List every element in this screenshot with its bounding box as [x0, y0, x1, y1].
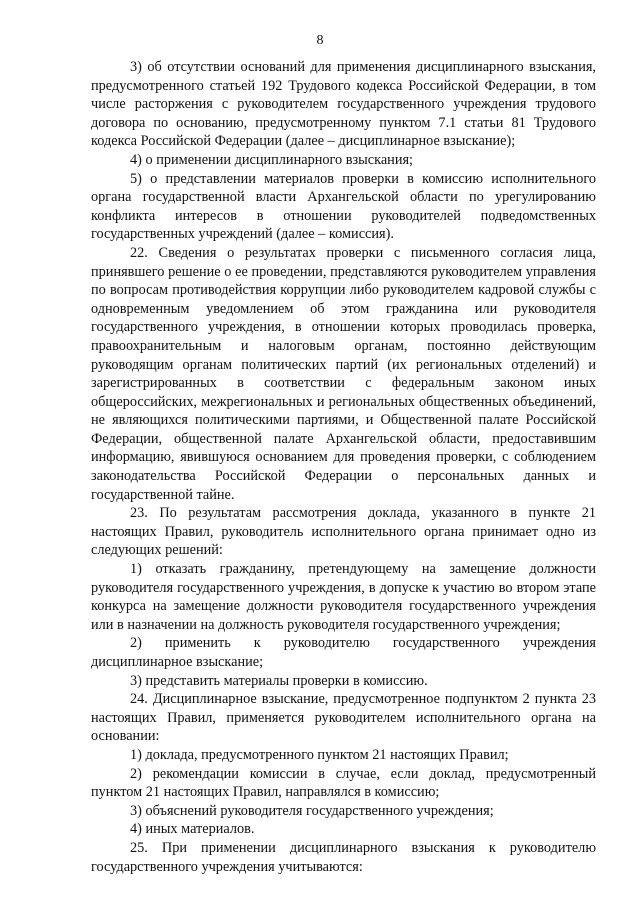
paragraph-23-item-1: 1) отказать гражданину, претендующему на замещение должности руководителя государственного учреждения, в допуске к участию во втором этапе конкурса на замещение должности руководителя государственного учреждения или в назначении на должность руководителя государственного учреждения;: [91, 561, 596, 633]
paragraph-23-item-2: 2) применить к руководителю государственного учреждения дисциплинарное взыскание;: [91, 635, 596, 670]
paragraph-item-4-apply-penalty: 4) о применении дисциплинарного взыскания;: [130, 151, 414, 168]
paragraph-item-3-grounds-absent: 3) об отсутствии оснований для применения дисциплинарного взыскания, предусмотренного статьей 192 Трудового кодекса Российской Федерации, в том числе расторжения с руководителем государственного учреждения трудового договора по основанию, предусмотренному пунктом 7.1 статьи 81 Трудового кодекса Российской Федерации (далее – дисциплинарное взыскание);: [91, 59, 596, 150]
page-number: 8: [316, 33, 324, 48]
paragraph-24: 24. Дисциплинарное взыскание, предусмотренное подпунктом 2 пункта 23 настоящих Правил, применяется руководителем исполнительного органа на основании:: [91, 691, 596, 745]
document-body: [91, 58, 596, 876]
paragraph-22: 22. Сведения о результатах проверки с письменного согласия лица, принявшего решение о ее проведении, представляются руководителем управления по вопросам противодействия коррупции либо руководителем кадровой службы с одновременным уведомлением об этом гражданина или руководителя государственного учреждения, в отношении которых проводилась проверка, правоохранительным и налоговым органам, постоянно действующим руководящим органам политических партий (их региональных отделений) и зарегистрированных в соответствии с федеральным законом иных общероссийских, межрегиональных и региональных общественных объединений, не являющихся политическими партиями, и Общественной палате Российской Федерации, общественной палате Архангельской области, предоставившим информацию, явившуюся основанием для проведения проверки, с соблюдением законодательства Российской Федерации о персональных данных и государственной тайне.: [91, 244, 596, 503]
paragraph-item-5-commission: 5) о представлении материалов проверки в комиссию исполнительного органа государственной власти Архангельской области по урегулированию конфликта интересов в отношении руководителей подведомственных государственных учреждений (далее – комиссия).: [91, 170, 596, 243]
paragraph-23: 23. По результатам рассмотрения доклада, указанного в пункте 21 настоящих Правил, руководитель исполнительного органа принимает одно из следующих решений:: [91, 505, 596, 559]
paragraph-25: 25. При применении дисциплинарного взыскания к руководителю государственного учреждения учитываются:: [91, 839, 596, 875]
paragraph-24-item-4: 4) иных материалов.: [130, 821, 255, 838]
paragraph-23-item-3: 3) представить материалы проверки в комиссию.: [130, 672, 428, 689]
paragraph-24-item-2: 2) рекомендации комиссии в случае, если доклад, предусмотренный пунктом 21 настоящих Правил, направлялся в комиссию;: [91, 765, 596, 801]
paragraph-24-item-1: 1) доклада, предусмотренного пунктом 21 настоящих Правил;: [130, 746, 509, 763]
paragraph-24-item-3: 3) объяснений руководителя государственного учреждения;: [130, 802, 494, 819]
